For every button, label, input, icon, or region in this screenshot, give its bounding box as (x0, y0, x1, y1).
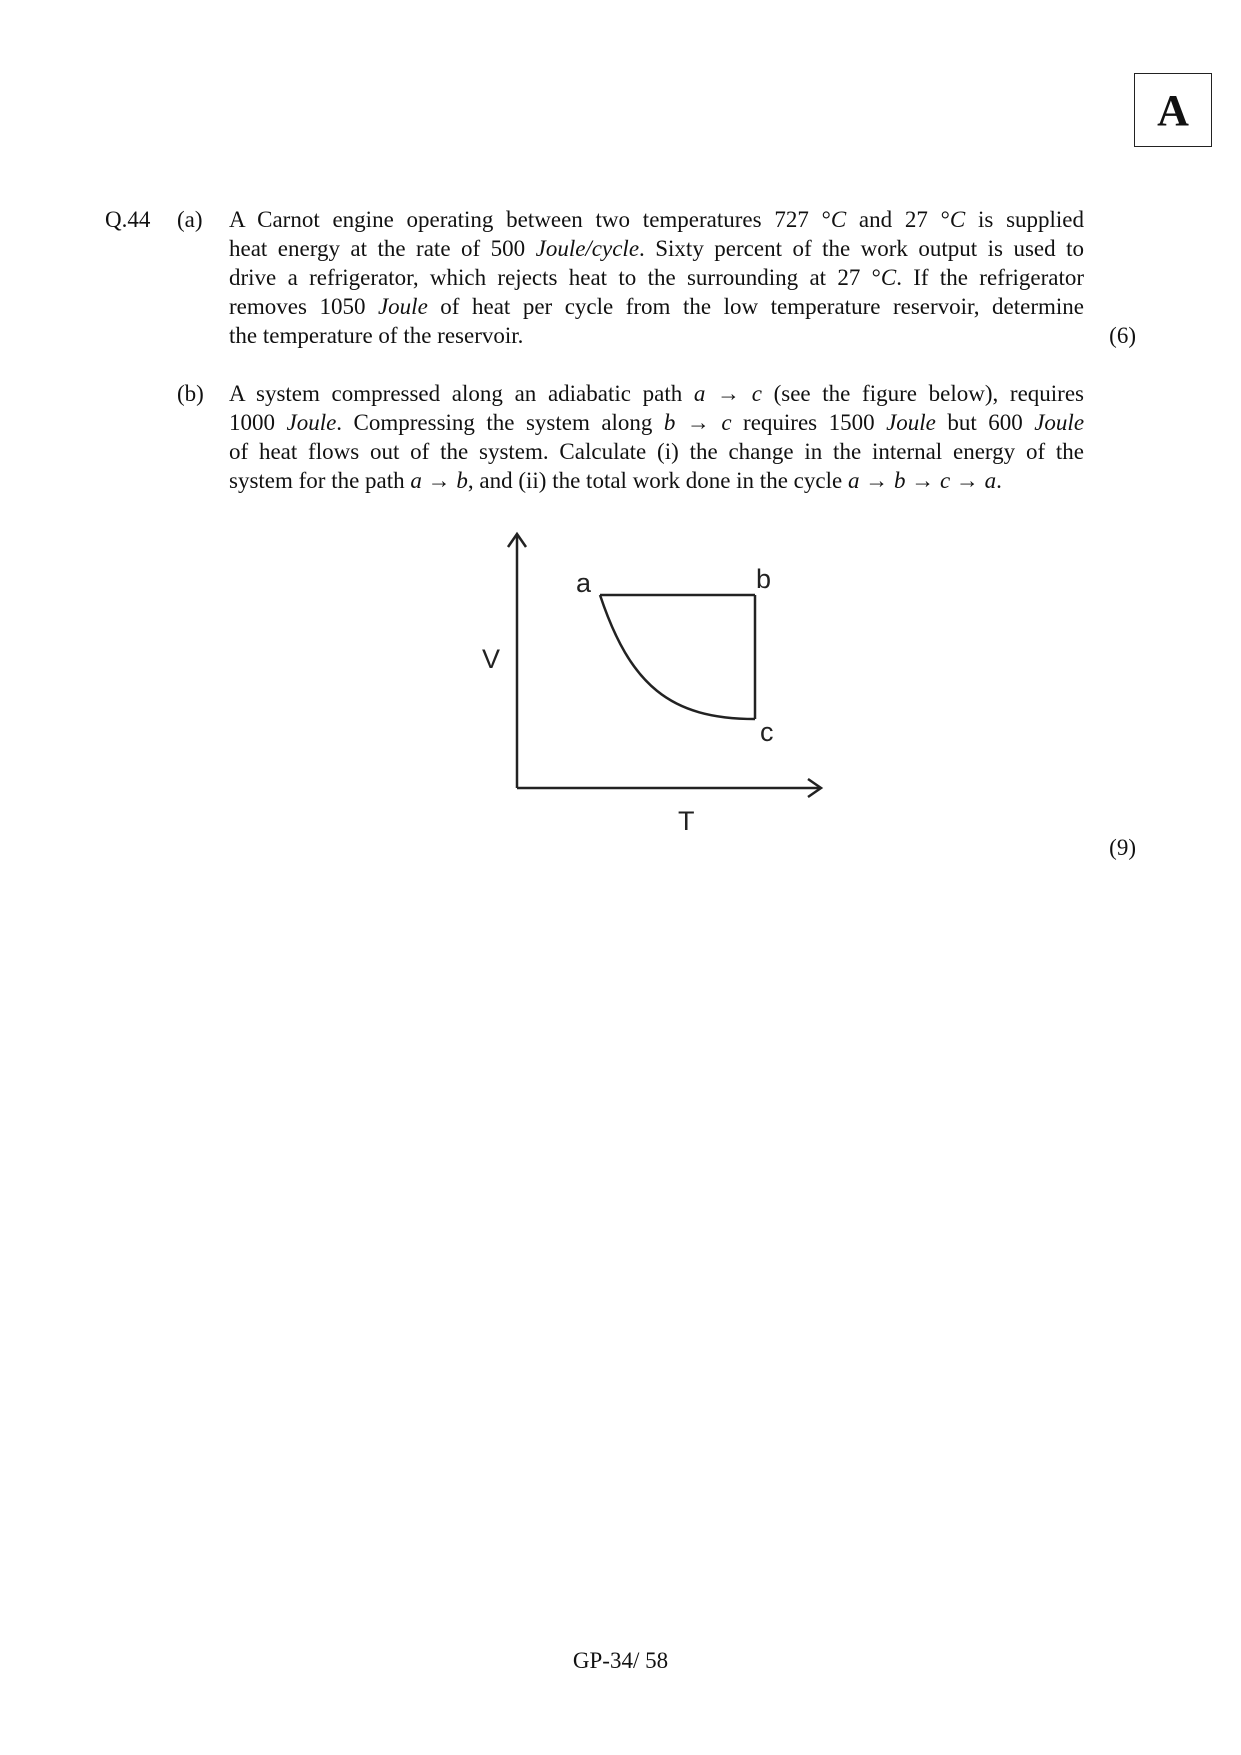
question-number: Q.44 (105, 207, 151, 232)
part-b-line (229, 408, 1084, 437)
italic-term: Joule (286, 410, 337, 435)
set-code: A (1157, 85, 1189, 135)
text-segment: heat energy at the rate of 500 (229, 236, 536, 261)
italic-term: b → c (663, 410, 732, 435)
point-a-label: a (576, 568, 592, 598)
part-b-line (229, 379, 1084, 408)
text-segment: . (996, 468, 1002, 493)
text-segment: requires 1500 (731, 410, 887, 435)
italic-term: C (880, 265, 897, 290)
part-b-marks: (9) (1109, 835, 1136, 860)
text-segment: is supplied (965, 207, 1085, 232)
part-a-text (229, 205, 1084, 350)
text-segment: drive a refrigerator, which rejects heat to the surrounding at 27 ° (229, 265, 881, 290)
italic-term: Joule (377, 294, 428, 319)
italic-term: C (949, 207, 966, 232)
part-a-line (229, 205, 1084, 234)
text-segment: (see the figure below), requires (761, 381, 1084, 406)
italic-term: Joule (886, 410, 936, 435)
set-code-box (1134, 73, 1212, 147)
part-a-line (229, 234, 1084, 263)
italic-term: Joule (1034, 410, 1085, 435)
italic-term: C (830, 207, 847, 232)
italic-term: a → c (693, 381, 762, 406)
part-a-line (229, 321, 1084, 350)
path-a-c-adiabatic (600, 595, 755, 719)
text-segment: of heat per cycle from the low temperature reservoir, determine (427, 294, 1085, 319)
text-segment: removes 1050 (229, 294, 378, 319)
text-segment: 1000 (229, 410, 287, 435)
part-a-line (229, 292, 1084, 321)
italic-term: a → b (410, 468, 468, 493)
part-b-text (229, 379, 1084, 495)
part-b-line (229, 437, 1084, 466)
text-segment: . Sixty percent of the work output is used to (639, 236, 1084, 261)
page-footer: GP-34/ 58 (572, 1648, 669, 1673)
text-segment: of heat flows out of the system. Calculate (i) the change in the internal energy of the (229, 439, 1084, 464)
text-segment: , and (ii) the total work done in the cycle (467, 468, 848, 493)
point-b-label: b (756, 564, 772, 594)
x-axis (517, 779, 821, 797)
text-segment: system for the path (229, 468, 411, 493)
text-segment: A system compressed along an adiabatic path (229, 381, 694, 406)
italic-term: Joule/cycle (535, 236, 640, 261)
part-a-line (229, 263, 1084, 292)
part-b-label: (b) (177, 381, 204, 406)
text-segment: the temperature of the reservoir. (229, 323, 524, 348)
x-axis-label: T (678, 806, 695, 836)
text-segment: and 27 ° (846, 207, 950, 232)
italic-term: a → b → c → a (847, 468, 997, 493)
part-b-line (229, 466, 1084, 495)
text-segment: . If the refrigerator (896, 265, 1084, 290)
part-a-marks: (6) (1109, 323, 1136, 348)
v-t-diagram (470, 525, 840, 850)
text-segment: A Carnot engine operating between two temperatures 727 ° (229, 207, 831, 232)
y-axis (508, 534, 526, 788)
part-a-label: (a) (177, 207, 203, 232)
point-c-label: c (760, 717, 774, 747)
y-axis-label: V (482, 644, 501, 674)
text-segment: . Compressing the system along (336, 410, 664, 435)
text-segment: but 600 (935, 410, 1035, 435)
